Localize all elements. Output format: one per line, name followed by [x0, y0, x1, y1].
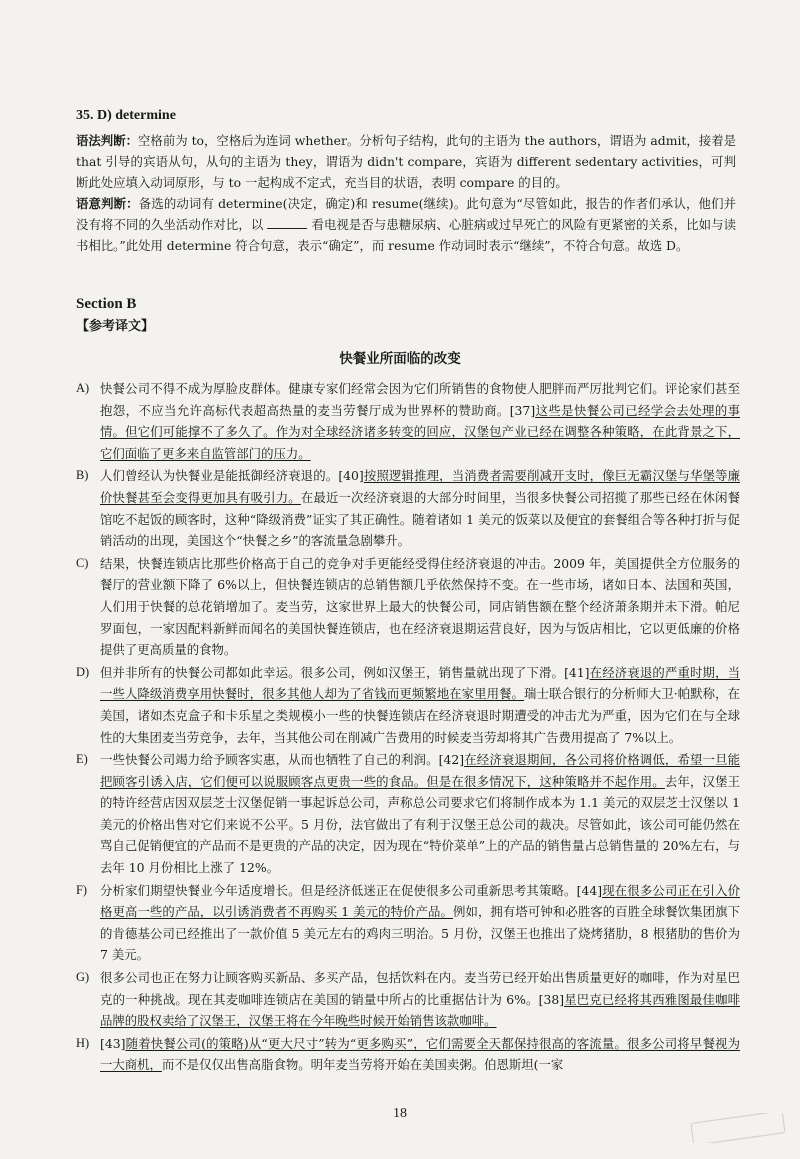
- section-header: [76, 296, 154, 334]
- paragraph-text: 人们曾经认为快餐业是能抵御经济衰退的。: [100, 468, 339, 484]
- article-paragraph: [76, 749, 740, 879]
- underlined-key-sentence: 随着快餐公司(的策略)从“更大尺寸”转为“更多购买”，它们需要全天都保持很高的客流量。很多公司将早餐视为一大商机，: [100, 1035, 740, 1073]
- answer-marker: [38]: [538, 991, 565, 1007]
- paragraph-text: 很多公司也正在努力让顾客购买新品、多买产品，包括饮料在内。麦当劳已经开始出售质量更好的咖啡，作为对星巴克的一种挑战。现在其麦咖啡连锁店在美国的销量中所占的比重据估计为 6%。: [100, 970, 740, 1007]
- underlined-key-sentence: 按照逻辑推理，当消费者需要削减开支时，像巨无霸汉堡与华堡等廉价快餐甚至会变得更加具有吸引力。: [100, 468, 741, 505]
- article-paragraph: [76, 1033, 740, 1076]
- paragraph-text: 快餐公司不得不成为厚脸皮群体。健康专家们经常会因为它们所销售的食物使人肥胖而严厉批判它们。评论家们甚至抱怨，不应当允许高标代表超高热量的麦当劳餐厅成为世界杯的赞助商。: [100, 381, 740, 418]
- article-paragraph: [76, 967, 740, 1032]
- article-body: [76, 378, 740, 1077]
- grammar-text: 空格前为 to，空格后为连词 whether。分析句子结构，此句的主语为 the authors，谓语为 admit，接着是 that 引导的宾语从句，从句的主语为 they，谓语为 didn't compare，宾语为 different sedentary activities，可判断此处应填入动词原形，与 to 一起构成不定式，充当目的状语，表明 compare 的目的。: [76, 133, 737, 190]
- article-paragraph: [76, 465, 740, 551]
- paragraph-text-continued: 在最近一次经济衰退的大部分时间里，当很多快餐公司招揽了那些已经在休闲餐馆吃不起饭的顾客时，这种“降级消费”证实了其正确性。随着诸如 1 美元的饭菜以及便宜的套餐组合等各种打折与促销活动的出现，美国这个“快餐之乡”的客流量急剧攀升。: [100, 489, 741, 549]
- answer-marker: [41]: [564, 664, 590, 680]
- paragraph-text-continued: 瑞士联合银行的分析师大卫·帕默称，在美国，诸如杰克盒子和卡乐星之类规模小一些的快餐连锁店在经济衰退时期遭受的冲击尤为严重，因为它们在与全球性的大集团麦当劳竞争，去年，当其他公司在削减广告费用的时候麦当劳却将其广告费用提高了 7%以上。: [100, 686, 740, 745]
- answer-blank: [267, 216, 307, 229]
- underlined-key-sentence: 在经济衰退的严重时期，当一些人降级消费享用快餐时，很多其他人却为了省钱而更频繁地在家里用餐。: [100, 664, 741, 702]
- answer-marker: [37]: [509, 402, 536, 418]
- paragraph-text-continued: 例如，拥有塔可钟和必胜客的百胜全球餐饮集团旗下的肯德基公司已经推出了一款价值 5 美元左右的鸡肉三明治。5 月份，汉堡王也推出了烧烤猪肋，8 根猪肋的售价为 7 美元。: [100, 904, 740, 963]
- grammar-analysis: [76, 130, 736, 193]
- paragraph-text-continued: 而不是仅仅出售高脂食物。明年麦当劳将开始在美国卖粥。伯恩斯坦(一家: [161, 1057, 564, 1073]
- article-paragraph: [76, 553, 740, 661]
- meaning-text-part1: 备选的动词有 determine(决定，确定)和 resume(继续)。此句意为“尽管如此，报告的作者们承认，他们并没有将不同的久坐活动作对比，以: [76, 196, 737, 232]
- underlined-key-sentence: 现在很多公司正在引入价格更高一些的产品，以引诱消费者不再购买 1 美元的特价产品。: [100, 882, 741, 920]
- article-paragraph: [76, 378, 740, 464]
- answer-marker: [40]: [338, 468, 364, 484]
- paragraph-text: 一些快餐公司竭力给予顾客实惠，从而也牺牲了自己的利润。: [100, 752, 439, 768]
- article-title: 快餐业所面临的改变: [339, 351, 461, 367]
- paragraph-letter: F): [76, 882, 88, 897]
- meaning-text-part2: 看电视是否与患糖尿病、心脏病或过早死亡的风险有更紧密的关系，比如与读书相比。”此处用 determine 符合句意，表示“确定”，而 resume 作动词时表示“继续”，不符合句意。故选 D。: [76, 217, 737, 253]
- article-paragraph: [76, 662, 740, 748]
- paragraph-letter: A): [76, 381, 90, 395]
- answer-marker: [43]: [100, 1035, 126, 1051]
- paragraph-letter: D): [76, 664, 90, 679]
- answer-marker: [42]: [438, 752, 465, 768]
- section-heading: Section B: [76, 296, 137, 312]
- paragraph-letter: E): [76, 752, 88, 767]
- paragraph-text: 分析家们期望快餐业今年适度增长。但是经济低迷正在促使很多公司重新思考其策略。: [100, 882, 577, 898]
- underlined-key-sentence: 这些是快餐公司已经学会去处理的事情。但它们可能撑不了多久了。作为对全球经济诸多转变的回应，汉堡包产业已经在调整各种策略，在此背景之下，它们面临了更多来自监管部门的压力。: [100, 402, 741, 461]
- article-paragraph: [76, 880, 740, 966]
- paragraph-text: 结果，快餐连锁店比那些价格高于自己的竞争对手更能经受得住经济衰退的冲击。2009 年，美国提供全方位服务的餐厅的营业额下降了 6%以上，但快餐连锁店的总销售额几乎依然保持不变。在一些市场，诸如日本、法国和英国，人们用于快餐的总花销增加了。麦当劳，这家世界上最大的快餐公司，同店销售额在整个经济萧条期并未下滑。帕尼罗面包，一家因配料新鲜而闻名的美国快餐连锁店，也在经济衰退期运营良好，因为与饭店相比，它以更低廉的价格提供了更高质量的食物。: [100, 555, 740, 658]
- section-label: 【参考译文】: [76, 319, 155, 334]
- underlined-key-sentence: 在经济衰退期间，各公司将价格调低，希望一旦能把顾客引诱入店，它们便可以说服顾客点更贵一些的食品。但是在很多情况下，这种策略并不起作用。: [100, 752, 741, 789]
- paragraph-letter: B): [76, 468, 89, 483]
- meaning-label: 语意判断：: [76, 196, 139, 211]
- watermark-stamp: [690, 1113, 786, 1143]
- meaning-analysis: [76, 193, 736, 256]
- page-number: 18: [393, 1106, 407, 1121]
- paragraph-letter: G): [76, 970, 90, 985]
- answer-marker: [44]: [576, 882, 603, 898]
- question-title: 35. D) determine: [76, 108, 176, 123]
- paragraph-text-continued: 去年，汉堡王的特许经营店因双层芝士汉堡促销一事起诉总公司，声称总公司要求它们将制作成本为 1.1 美元的双层芝士汉堡以 1 美元的价格出售对它们来说不公平。5 月份，法官做出了有利于汉堡王总公司的裁决。尽管如此，该公司可能仍然在骂自己促销便宜的产品而不是更贵的产品的决定，因为现在“特价菜单”上的产品的销售量占总销售量的 20%左右，与去年 10 月份相比上涨了 12%。: [100, 773, 741, 876]
- underlined-key-sentence: 星巴克已经将其西雅图最佳咖啡品牌的股权卖给了汉堡王，汉堡王将在今年晚些时候开始销售该款咖啡。: [100, 991, 740, 1029]
- question-35-explanation: [76, 108, 736, 256]
- grammar-label: 语法判断：: [76, 133, 139, 148]
- paragraph-letter: C): [76, 555, 89, 570]
- paragraph-text: 但并非所有的快餐公司都如此幸运。很多公司，例如汉堡王，销售量就出现了下滑。: [100, 664, 565, 680]
- paragraph-letter: H): [76, 1035, 90, 1050]
